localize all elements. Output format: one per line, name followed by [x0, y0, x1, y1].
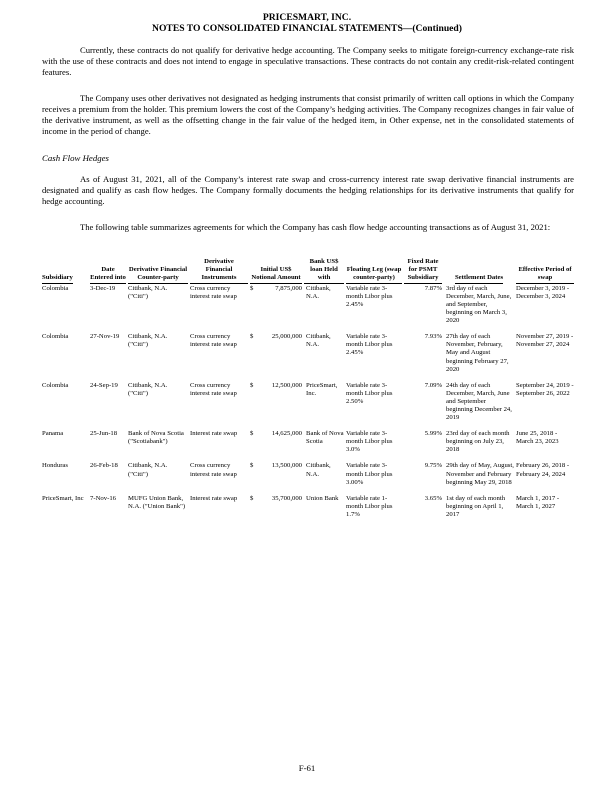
- cell-instrument: Cross currency interest rate swap: [190, 462, 237, 478]
- cell-floating-leg: Variable rate 3-month Libor plus 2.45%: [346, 333, 393, 357]
- cell-instrument: Interest rate swap: [190, 494, 238, 502]
- section-heading-cash-flow-hedges: Cash Flow Hedges: [42, 153, 109, 163]
- notes-subtitle: NOTES TO CONSOLIDATED FINANCIAL STATEMENTS—(Continued): [152, 23, 462, 34]
- cell-date-entered: 26-Feb-18: [90, 462, 118, 470]
- paragraph-table-intro: The following table summarizes agreements for which the Company has cash flow hedge accounting transactions as of August 31, 2021:: [80, 222, 551, 232]
- company-name: PRICESMART, INC.: [262, 12, 352, 23]
- cell-subsidiary: Colombia: [42, 284, 69, 292]
- paragraph-foreign-currency: Currently, these contracts do not qualify for derivative hedge accounting. The Company seeks to mitigate foreign-currency exchange-rate risk with the use of these contracts and does not intend to engage in speculative transactions. These contracts do not contain any credit-risk-related contingent features.: [42, 45, 574, 77]
- cell-subsidiary: PriceSmart, Inc: [42, 494, 84, 502]
- cell-floating-leg: Variable rate 3-month Libor plus 3.0%: [346, 430, 393, 454]
- cell-currency-symbol: $: [250, 284, 254, 292]
- table-row: [41, 382, 575, 430]
- cell-subsidiary: Colombia: [42, 381, 69, 389]
- cell-bank: Citibank, N.A.: [306, 284, 331, 300]
- cell-date-entered: 3-Dec-19: [90, 284, 116, 292]
- cell-notional-amount: 14,625,000: [271, 430, 303, 438]
- cell-fixed-rate: 9.75%: [424, 462, 443, 470]
- cell-effective-period: September 24, 2019 - September 26, 2022: [516, 381, 574, 397]
- page-header: [0, 12, 614, 34]
- cell-effective-period: March 1, 2017 - March 1, 2027: [516, 494, 560, 510]
- cell-currency-symbol: $: [250, 381, 254, 389]
- cell-bank: PriceSmart, Inc.: [306, 381, 338, 397]
- cell-bank: Citibank, N.A.: [306, 333, 331, 349]
- cell-date-entered: 7-Nov-16: [90, 494, 117, 502]
- cell-counterparty: Citibank, N.A. ("Citi"): [128, 333, 168, 349]
- cell-floating-leg: Variable rate 3-month Libor plus 3.00%: [346, 462, 393, 486]
- cell-bank: Union Bank: [306, 494, 339, 502]
- cell-effective-period: December 3, 2019 - December 3, 2024: [516, 284, 570, 300]
- cell-settlement-dates: 24th day of each December, March, June and September beginning December 24, 2019: [446, 381, 512, 422]
- col-header-settlement-dates: Settlement Dates: [443, 258, 515, 285]
- cell-settlement-dates: 29th day of May, August, November and February beginning May 29, 2018: [446, 462, 514, 486]
- col-header-floating-leg: Floating Leg (swap counter-party): [345, 258, 403, 285]
- col-header-effective-period: Effective Period of swap: [515, 258, 575, 285]
- cell-bank: Bank of Nova Scotia: [306, 430, 344, 446]
- col-header-counterparty: Derivative Financial Counter-party: [127, 258, 189, 285]
- col-header-fixed-rate: Fixed Rate for PSMT Subsidiary: [403, 258, 443, 285]
- cell-effective-period: June 25, 2018 - March 23, 2023: [516, 430, 559, 446]
- cell-currency-symbol: $: [250, 462, 254, 470]
- cell-date-entered: 25-Jun-18: [90, 430, 118, 438]
- cell-subsidiary: Honduras: [42, 462, 69, 470]
- table-row: [41, 430, 575, 462]
- cell-instrument: Cross currency interest rate swap: [190, 381, 237, 397]
- cell-settlement-dates: 27th day of each November, February, May and August beginning February 27, 2020: [446, 333, 509, 373]
- cell-date-entered: 24-Sep-19: [90, 381, 118, 389]
- table-header-row: [41, 258, 575, 285]
- hedge-agreements-table: [41, 258, 575, 527]
- cell-currency-symbol: $: [250, 333, 254, 341]
- col-header-bank-loan: Bank US$ loan Held with: [303, 258, 345, 285]
- table-row: [41, 495, 575, 527]
- cell-currency-symbol: $: [250, 494, 254, 502]
- table-row: [41, 462, 575, 494]
- table-row: [41, 333, 575, 381]
- cell-subsidiary: Panama: [42, 430, 64, 438]
- cell-notional-amount: 35,700,000: [271, 494, 303, 502]
- cell-floating-leg: Variable rate 3-month Libor plus 2.45%: [346, 284, 393, 308]
- cell-fixed-rate: 5.99%: [424, 430, 443, 438]
- paragraph-other-derivatives: The Company uses other derivatives not designated as hedging instruments that consist primarily of written call options in which the Company receives a premium from the holder. This premium lowers the cost of the Company’s hedging activities. The Company recognizes changes in fair value of the derivative instrument, as well as the offsetting change in the fair value of the hedged item, in Other expense, net in the consolidated statements of income in the period of change.: [42, 93, 574, 136]
- cell-fixed-rate: 3.65%: [424, 494, 443, 502]
- cell-effective-period: November 27, 2019 - November 27, 2024: [516, 333, 574, 349]
- cell-counterparty: Citibank, N.A. ("Citi"): [128, 381, 168, 397]
- cell-effective-period: February 26, 2018 - February 24, 2024: [516, 462, 570, 478]
- cell-counterparty: Citibank, N.A. ("Citi"): [128, 462, 168, 478]
- cell-notional-amount: 12,500,000: [271, 381, 303, 389]
- cell-counterparty: Bank of Nova Scotia ("Scotiabank"): [128, 430, 184, 446]
- cell-bank: Citibank, N.A.: [306, 462, 331, 478]
- cell-counterparty: MUFG Union Bank, N.A. ("Union Bank"): [128, 494, 186, 510]
- cell-floating-leg: Variable rate 1-month Libor plus 1.7%: [346, 494, 393, 518]
- cell-floating-leg: Variable rate 3-month Libor plus 2.50%: [346, 381, 393, 405]
- cell-counterparty: Citibank, N.A. ("Citi"): [128, 284, 168, 300]
- cell-notional-amount: 25,000,000: [271, 333, 303, 341]
- table-row: [41, 285, 575, 333]
- paragraph-cash-flow-hedges: As of August 31, 2021, all of the Company’s interest rate swap and cross-currency interest rate swap derivative financial instruments are designated and qualify as cash flow hedges. The Company formally documents the hedging relationships for its derivative instruments that qualify for hedge accounting.: [42, 174, 574, 206]
- col-header-notional-amount: Initial US$ Notional Amount: [249, 258, 303, 285]
- cell-notional-amount: 7,875,000: [275, 284, 303, 292]
- cell-settlement-dates: 23rd day of each month beginning on July 23, 2018: [446, 430, 510, 454]
- cell-subsidiary: Colombia: [42, 333, 69, 341]
- cell-instrument: Interest rate swap: [190, 430, 238, 438]
- page-number: F-61: [298, 763, 316, 773]
- cell-fixed-rate: 7.09%: [424, 381, 443, 389]
- cell-instrument: Cross currency interest rate swap: [190, 333, 237, 349]
- cell-notional-amount: 13,500,000: [271, 462, 303, 470]
- col-header-subsidiary: Subsidiary: [41, 258, 89, 285]
- col-header-instruments: Derivative Financial Instruments: [189, 258, 249, 285]
- cell-date-entered: 27-Nov-19: [90, 333, 120, 341]
- cell-currency-symbol: $: [250, 430, 254, 438]
- cell-instrument: Cross currency interest rate swap: [190, 284, 237, 300]
- cell-settlement-dates: 1st day of each month beginning on April 1, 2017: [446, 494, 506, 518]
- cell-settlement-dates: 3rd day of each December, March, June, and September, beginning on March 3, 2020: [446, 284, 512, 325]
- cell-fixed-rate: 7.87%: [424, 284, 443, 292]
- col-header-date-entered: Date Entered into: [89, 258, 127, 285]
- cell-fixed-rate: 7.93%: [424, 333, 443, 341]
